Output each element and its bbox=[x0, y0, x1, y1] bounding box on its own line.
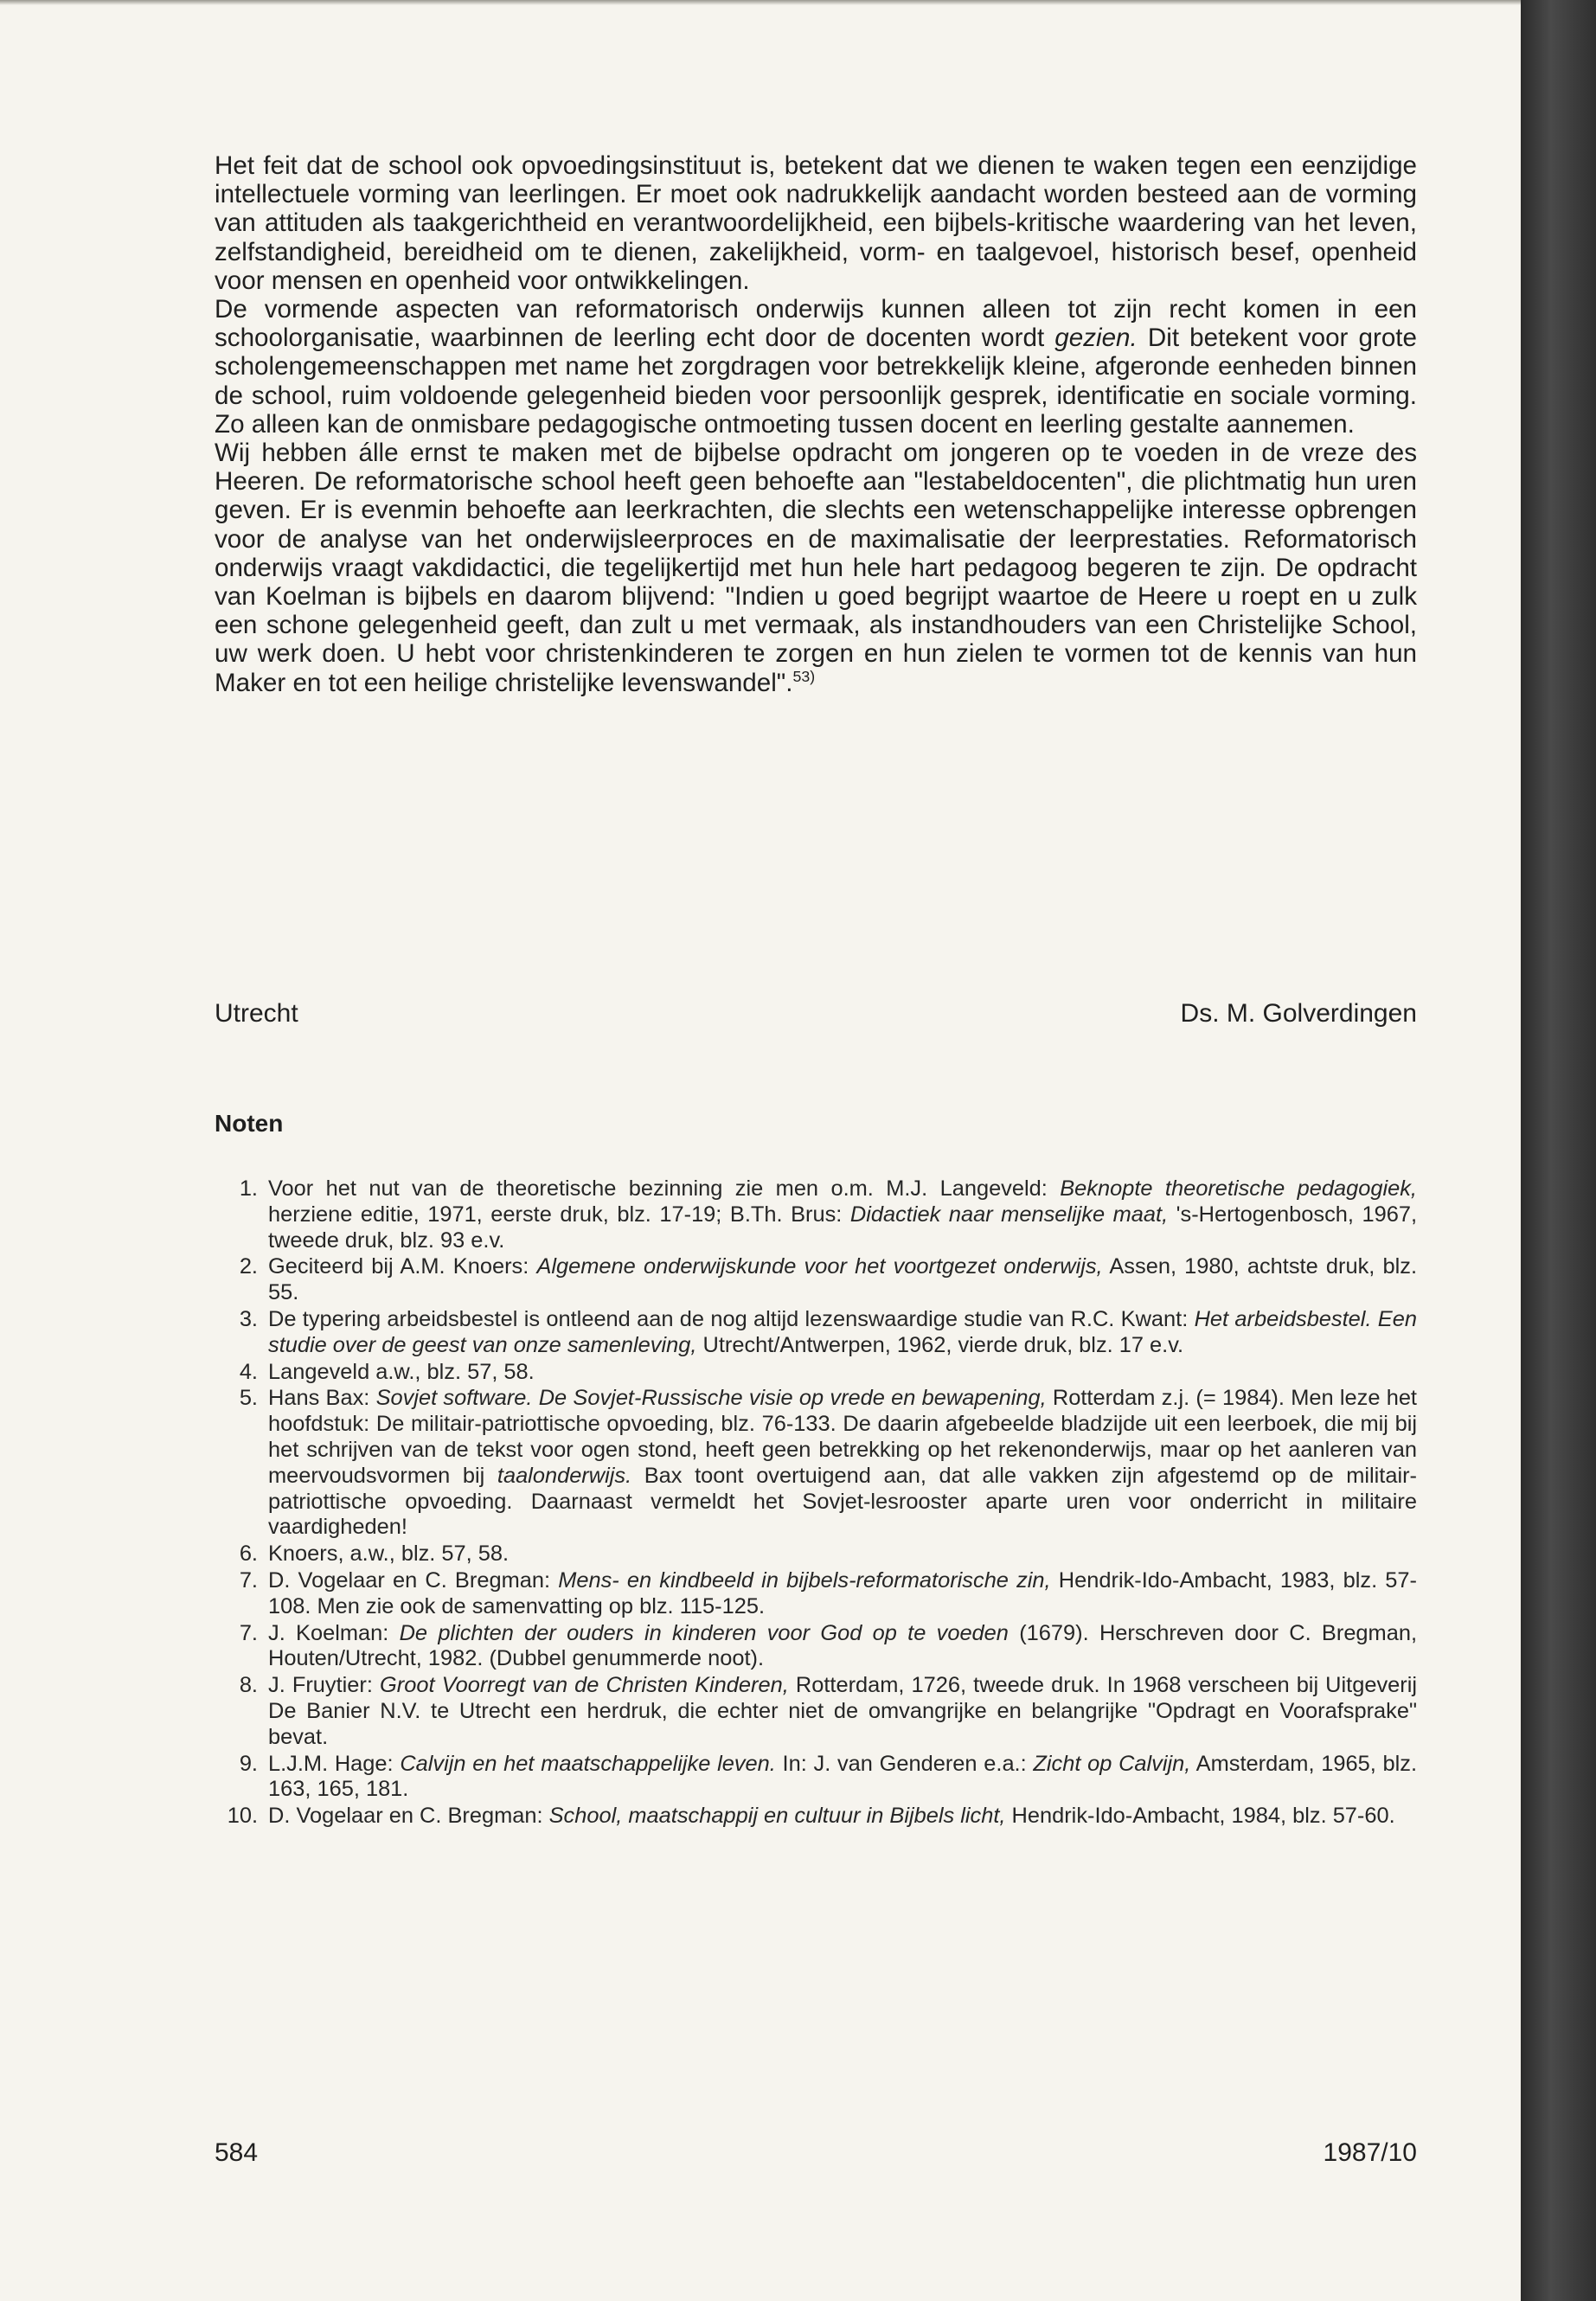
page-footer bbox=[215, 2138, 1417, 2168]
note-item bbox=[215, 1254, 1417, 1306]
note-text bbox=[268, 1541, 1417, 1567]
note-item bbox=[215, 1673, 1417, 1750]
page-number: 584 bbox=[215, 2138, 259, 2167]
paragraph-text: Dit betekent voor grote scholengemeenschappen met name het zorgdragen voor betrekkelijk kleine, afgeronde eenheden binnen de school, ruim voldoende gelegenheid bieden voor persoonlijk gesprek, identificatie en sociale vorming. Zo alleen kan de onmisbare pedagogische ontmoeting tussen docent en leerling gestalte aannemen. bbox=[215, 324, 1417, 439]
note-title: Algemene onderwijskunde voor het voortgezet onderwijs, bbox=[536, 1254, 1103, 1279]
note-title: Calvijn en het maatschappelijke leven. bbox=[400, 1751, 776, 1776]
note-fragment: herziene editie, 1971, eerste druk, blz. 17-19; B.Th. Brus: bbox=[268, 1202, 850, 1227]
note-title: Mens- en kindbeeld in bijbels-reformatorische zin, bbox=[558, 1567, 1051, 1593]
place: Utrecht bbox=[215, 999, 298, 1028]
note-text bbox=[268, 1176, 1417, 1253]
note-text bbox=[268, 1673, 1417, 1750]
note-fragment: J. Koelman: bbox=[268, 1620, 400, 1645]
note-fragment: Hans Bax: bbox=[268, 1386, 376, 1411]
paragraph: Het feit dat de school ook opvoedingsinstituut is, betekent dat we dienen te waken tegen een eenzijdige intellectuele vorming van leerlingen. Er moet ook nadrukkelijk aandacht worden besteed aan de vorming van attituden als taakgerichtheid en verantwoordelijkheid, een bijbels-kritische waardering van het leven, zelfstandigheid, bereidheid om te dienen, zakelijkheid, vorm- en taalgevoel, historisch besef, openheid voor mensen en openheid voor ontwikkelingen. bbox=[215, 151, 1417, 295]
note-fragment: Assen, 1980, achtste druk, blz. 55. bbox=[268, 1254, 1418, 1305]
paragraph-text: De vormende aspecten van reformatorisch onderwijs kunnen alleen tot zijn recht komen in een schoolorganisatie, waarbinnen de leerling echt door de docenten wordt bbox=[215, 295, 1417, 353]
note-fragment: In: J. van Genderen e.a.: bbox=[775, 1751, 1034, 1776]
paragraph bbox=[215, 295, 1417, 439]
note-text bbox=[268, 1804, 1417, 1830]
note-fragment: Utrecht/Antwerpen, 1962, vierde druk, blz. 17 e.v. bbox=[696, 1332, 1184, 1357]
note-item bbox=[215, 1621, 1417, 1673]
author: Ds. M. Golverdingen bbox=[1180, 999, 1417, 1028]
note-fragment: Bax toont overtuigend aan, dat alle vakken zijn afgestemd op de militair-patriottische opvoeding. Daarnaast vermeldt het Sovjet-lesrooster aparte uren voor onderricht in militaire vaardigheden! bbox=[268, 1463, 1417, 1540]
note-number: 6. bbox=[239, 1541, 258, 1567]
note-number: 7. bbox=[239, 1620, 258, 1645]
note-item bbox=[215, 1541, 1417, 1567]
note-number: 3. bbox=[239, 1306, 258, 1331]
note-fragment: De typering arbeidsbestel is ontleend aan de nog altijd lezenswaardige studie van R.C. Kwant: bbox=[268, 1306, 1195, 1331]
note-item bbox=[215, 1752, 1417, 1804]
note-item bbox=[215, 1386, 1417, 1541]
note-fragment: 's-Hertogenbosch, 1967, tweede druk, blz. 93 e.v. bbox=[268, 1202, 1418, 1253]
note-fragment: D. Vogelaar en C. Bregman: bbox=[268, 1804, 549, 1829]
note-title: Groot Voorregt van de Christen Kinderen, bbox=[380, 1673, 789, 1698]
note-title: Sovjet software. De Sovjet-Russische visie op vrede en bewapening, bbox=[375, 1386, 1047, 1411]
note-item bbox=[215, 1568, 1417, 1620]
note-number: 2. bbox=[239, 1254, 258, 1279]
note-title: Beknopte theoretische pedagogiek, bbox=[1060, 1176, 1417, 1201]
notes-heading: Noten bbox=[215, 1110, 284, 1137]
note-fragment: J. Fruytier: bbox=[268, 1673, 381, 1698]
note-title: School, maatschappij en cultuur in Bijbels licht, bbox=[548, 1804, 1006, 1829]
note-number: 10. bbox=[227, 1804, 258, 1829]
note-title: taalonderwijs. bbox=[497, 1463, 632, 1488]
note-item bbox=[215, 1360, 1417, 1386]
note-fragment: Rotterdam z.j. (= 1984). Men leze het hoofdstuk: De militair-patriottische opvoeding, blz. 76-133. De daarin afgebeelde bladzijde uit een leerboek, die mij bij het schrijven van de tekst voor ogen stond, heeft geen betrekking op het rekenonderwijs, maar op het aanleren van meervoudsvormen bij bbox=[268, 1386, 1417, 1488]
body-text bbox=[215, 151, 1417, 697]
note-number: 7. bbox=[239, 1567, 258, 1593]
emphasis: gezien. bbox=[1054, 324, 1138, 353]
note-item bbox=[215, 1804, 1417, 1830]
paragraph bbox=[215, 439, 1417, 697]
note-fragment: Geciteerd bij A.M. Knoers: bbox=[268, 1254, 537, 1279]
issue-label: 1987/10 bbox=[1323, 2138, 1417, 2167]
note-fragment: Hendrik-Ido-Ambacht, 1983, blz. 57-108. Men zie ook de samenvatting op blz. 115-125. bbox=[268, 1567, 1417, 1618]
note-fragment: Langeveld a.w., blz. 57, 58. bbox=[268, 1359, 535, 1384]
note-item bbox=[215, 1176, 1417, 1253]
note-text bbox=[268, 1254, 1417, 1306]
note-text bbox=[268, 1386, 1417, 1541]
note-fragment: Voor het nut van de theoretische bezinning zie men o.m. M.J. Langeveld: bbox=[268, 1176, 1061, 1201]
note-number: 8. bbox=[239, 1673, 258, 1698]
note-number: 9. bbox=[239, 1751, 258, 1776]
scan-edge bbox=[1521, 0, 1596, 2301]
paragraph-text: Wij hebben álle ernst te maken met de bijbelse opdracht om jongeren op te voeden in de vreze des Heeren. De reformatorische school heeft geen behoefte aan "lestabeldocenten", die plichtmatig hun uren geven. Er is evenmin behoefte aan leerkrachten, die slechts een wetenschappelijke interesse opbrengen voor de analyse van het onderwijsleerproces en de maximalisatie der leerprestaties. Reformatorisch onderwijs vraagt vakdidactici, die tegelijkertijd met hun hele hart pedagoog begeren te zijn. De opdracht van Koelman is bijbels en daarom blijvend: "Indien u goed begrijpt waartoe de Heere u roept en u zulk een schone gelegenheid geeft, dan zult u met vermaak, als instandhouders van een Christelijke School, uw werk doen. U hebt voor christenkinderen te zorgen en hun zielen te vormen tot de kennis van hun Maker en tot een heilige christelijke levenswandel". bbox=[215, 439, 1417, 697]
note-number: 4. bbox=[239, 1359, 258, 1384]
note-title: Didactiek naar menselijke maat, bbox=[849, 1202, 1169, 1227]
note-text bbox=[268, 1307, 1417, 1359]
note-text bbox=[268, 1621, 1417, 1673]
notes-list bbox=[215, 1176, 1417, 1830]
signature-line bbox=[215, 999, 1417, 1029]
footnote-ref: 53) bbox=[792, 667, 816, 685]
note-fragment: Amsterdam, 1965, blz. 163, 165, 181. bbox=[268, 1751, 1417, 1802]
note-fragment: Rotterdam, 1726, tweede druk. In 1968 verscheen bij Uitgeverij De Banier N.V. te Utrecht een herdruk, die echter niet de omvangrijke en belangrijke "Opdragt en Voorafsprake" bevat. bbox=[268, 1673, 1418, 1749]
note-text bbox=[268, 1568, 1417, 1620]
note-item bbox=[215, 1307, 1417, 1359]
note-title: Het arbeidsbestel. Een studie over de geest van onze samenleving, bbox=[268, 1306, 1417, 1357]
note-number: 5. bbox=[239, 1386, 258, 1411]
note-text bbox=[268, 1360, 1417, 1386]
note-number: 1. bbox=[239, 1176, 258, 1201]
note-title: De plichten der ouders in kinderen voor God op te voeden bbox=[399, 1620, 1009, 1645]
note-fragment: Hendrik-Ido-Ambacht, 1984, blz. 57-60. bbox=[1005, 1804, 1395, 1829]
note-fragment: Knoers, a.w., blz. 57, 58. bbox=[268, 1541, 510, 1567]
note-fragment: D. Vogelaar en C. Bregman: bbox=[268, 1567, 559, 1593]
note-title: Zicht op Calvijn, bbox=[1033, 1751, 1191, 1776]
note-fragment: L.J.M. Hage: bbox=[268, 1751, 401, 1776]
note-text bbox=[268, 1752, 1417, 1804]
note-fragment: (1679). Herschreven door C. Bregman, Houten/Utrecht, 1982. (Dubbel genummerde noot). bbox=[268, 1620, 1418, 1671]
